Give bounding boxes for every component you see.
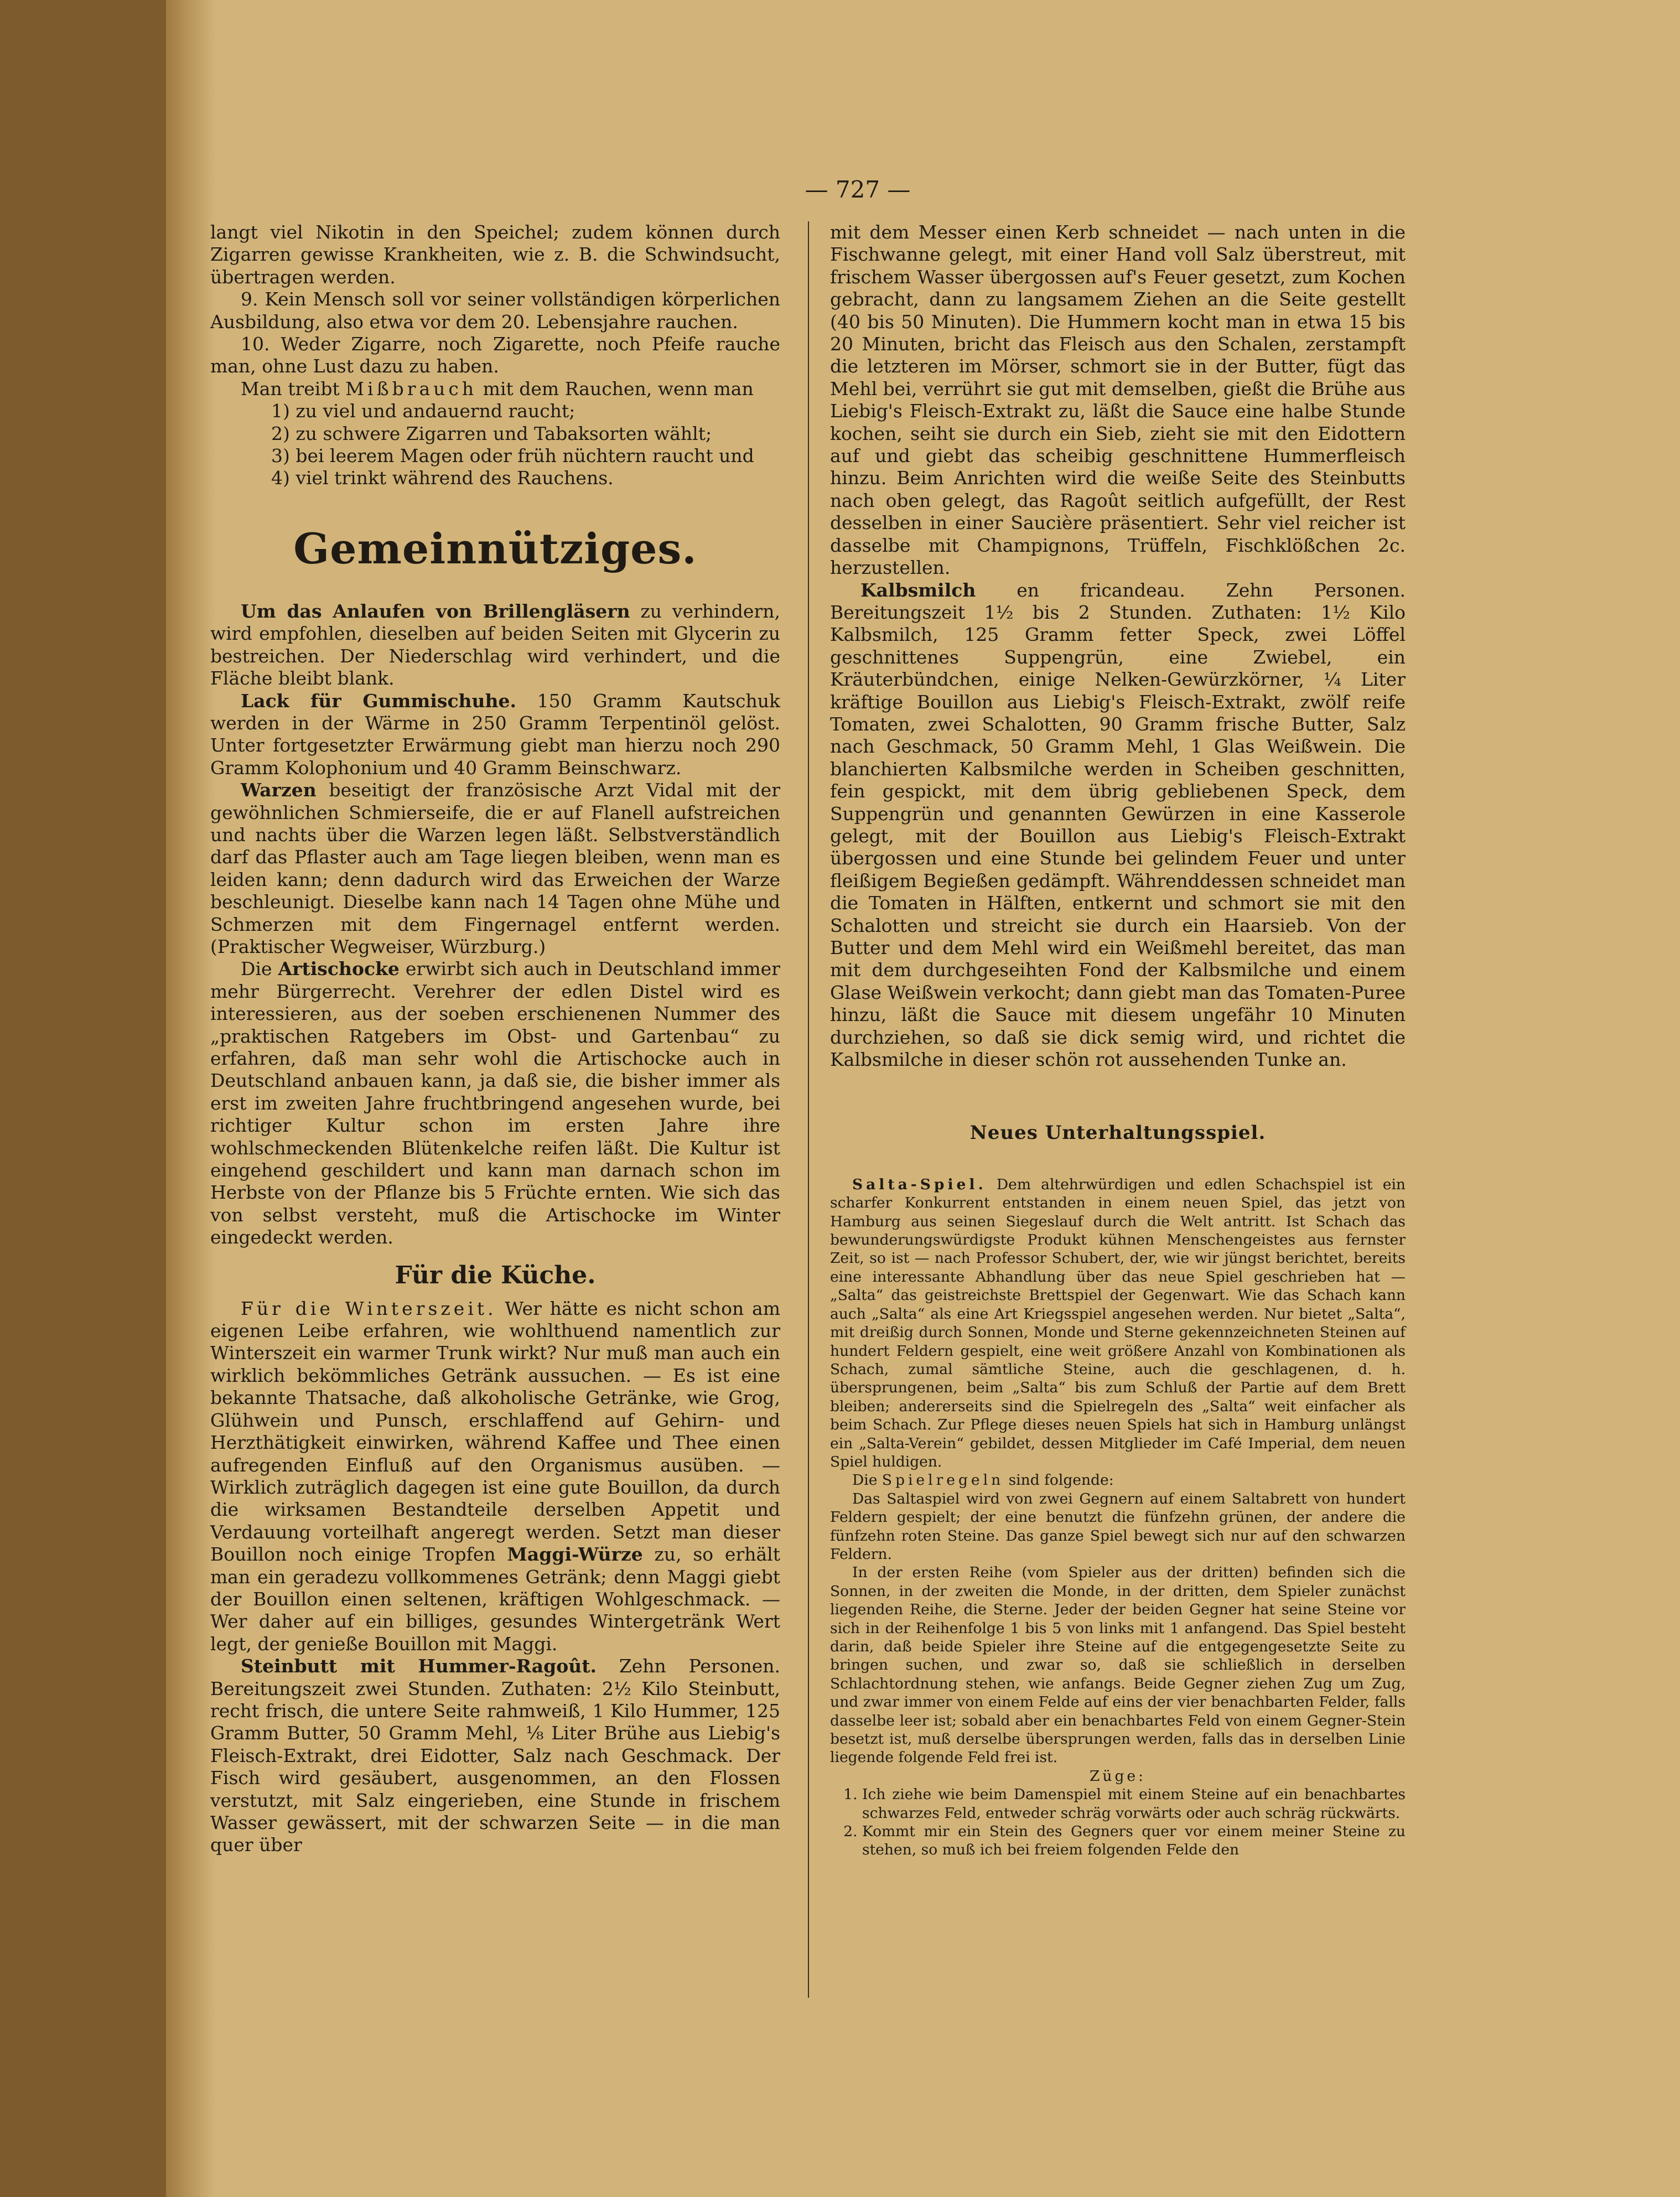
list-item: 2) zu schwere Zigarren und Tabaksorten wählt;	[271, 422, 712, 444]
maggi-heading: Maggi-Würze	[507, 1543, 643, 1566]
lack-text: 150 Gramm Kautschuk werden in der Wärme in 250 Gramm Terpentinöl gelöst. Unter fortgesetzter Erwärmung giebt man hierzu noch 290 Gramm Kolophonium und 40 Gramm Beinschwarz.	[210, 690, 780, 779]
steinbutt-text: Zehn Personen. Bereitungszeit zwei Stunden. Zuthaten: 2½ Kilo Steinbutt, recht frisch, die untere Seite rahmweiß, 1 Kilo Hummer, 125 Gramm Butter, 50 Gramm Mehl, ⅛ Liter Brühe aus Liebig's Fleisch-Extrakt, drei Eidotter, Salz nach Geschmack. Der Fisch wird gesäubert, ausgenommen, an den Flossen verstutzt, mit Salz eingerieben, eine Stunde in frischem Wasser gewässert, mit der schwarzen Seite — in die man quer über	[210, 1655, 780, 1856]
kalbsmilch-text: en fricandeau. Zehn Personen. Bereitungszeit 1½ bis 2 Stunden. Zuthaten: 1½ Kilo Kalbsmilch, 125 Gramm fetter Speck, zwei Löffel geschnittenes Suppengrün, eine Zwiebel, ein Kräuterbündchen, einige Nelken-Gewürzkörner, ¼ Liter kräftige Bouillon aus Liebig's Fleisch-Extrakt, zwölf reife Tomaten, zwei Schalotten, 90 Gramm frische Butter, Salz nach Geschmack, 50 Gramm Mehl, 1 Glas Weißwein. Die blanchierten Kalbsmilche werden in Scheiben geschnitten, fein gespickt, mit dem übrig gebliebenen Speck, dem Suppengrün und genannten Gewürzen in eine Kasserole gelegt, mit der Bouillon aus Liebig's Fleisch-Extrakt übergossen und eine Stunde bei gelindem Feuer und unter fleißigem Begießen gedämpft. Währenddessen schneidet man die Tomaten in Hälften, entkernt und schmort sie mit den Schalotten und streicht sie durch ein Haarsieb. Von der Butter und dem Mehl wird ein Weißmehl bereitet, das man mit dem durchgeseihten Fond der Kalbsmilche und einem Glase Weißwein verkocht; dann giebt man das Tomaten-Puree hinzu, läßt die Sauce mit diesem ungefähr 10 Minuten durchziehen, so daß sie dick semig wird, und richtet die Kalbsmilche in dieser schön rot aussehenden Tunke an.	[830, 579, 1406, 1071]
moves-list	[830, 1785, 1406, 1859]
page-edge-shadow	[166, 0, 216, 2197]
winter-heading: Für die Winterszeit.	[241, 1297, 497, 1319]
salta-text: Dem altehrwürdigen und edlen Schachspiel ist ein scharfer Konkurrent entstanden in einem neuen Spiel, das jetzt von Hamburg aus seinen Siegeslauf durch die Welt antritt. Ist Schach das bewunderungswürdigste Produkt kühnen Menschengeistes aus fernster Zeit, so ist — nach Professor Schubert, der, wie wir jüngst berichtet, bereits eine interessante Abhandlung über das neue Spiel geschrieben hat — „Salta“ das geistreichste Brettspiel der Gegenwart. Wie das Schach kann auch „Salta“ als eine Art Kriegsspiel angesehen werden. Nur bietet „Salta“, mit dreißig durch Sonnen, Monde und Sterne gekennzeichneten Steinen auf hundert Feldern gespielt, eine weit größere Anzahl von Kombinationen als Schach, zumal sämtliche Steine, auch die geschlagenen, d. h. übersprungenen, beim „Salta“ bis zum Schluß der Partie auf dem Brett bleiben; andererseits sind die Spielregeln des „Salta“ weit einfacher als beim Schach. Zur Pflege dieses neuen Spiels hat sich in Hamburg unlängst ein „Salta-Verein“ gebildet, dessen Mitglieder im Café Imperial, dem neuen Spiel huldigen.	[830, 1175, 1406, 1470]
section-title: Gemeinnütziges.	[293, 524, 697, 573]
list-item: 1) zu viel und andauernd raucht;	[271, 400, 575, 422]
kitchen-title: Für die Küche.	[395, 1261, 596, 1289]
moves-title: Züge:	[1089, 1767, 1147, 1785]
right-column	[830, 221, 1406, 1859]
salta-intro	[830, 1175, 1406, 1471]
smoking-rule-10: 10. Weder Zigarre, noch Zigarette, noch Pfeife rauche man, ohne Lust dazu zu haben.	[210, 333, 780, 377]
rules-intro-word: Spielregeln	[882, 1471, 1004, 1489]
artischocke-heading: Artischocke	[278, 958, 400, 980]
list-item: 1. Ich ziehe wie beim Damenspiel mit einem Steine auf ein benachbartes schwarzes Feld, entweder schräg vorwärts oder auch schräg rückwärts.	[862, 1785, 1406, 1822]
steinbutt-continuation: mit dem Messer einen Kerb schneidet — nach unten in die Fischwanne gelegt, mit einer Hand voll Salz überstreut, mit frischem Wasser übergossen auf's Feuer gesetzt, zum Kochen gebracht, dann zu langsamem Ziehen an die Seite gestellt (40 bis 50 Minuten). Die Hummern kocht man in etwa 15 bis 20 Minuten, bricht das Fleisch aus den Schalen, zerstampft die letzteren im Mörser, schmort sie in der Butter, fügt das Mehl bei, verrührt sie gut mit demselben, gießt die Brühe aus Liebig's Fleisch-Extrakt zu, läßt die Sauce eine halbe Stunde kochen, seiht sie durch ein Sieb, zieht sie mit den Eidottern auf und giebt das scheibig geschnittene Hummerfleisch hinzu. Beim Anrichten wird die weiße Seite des Steinbutts nach oben gelegt, das Ragoût seitlich aufgefüllt, der Rest desselben in einer Saucière präsentiert. Sehr viel reicher ist dasselbe mit Champignons, Trüffeln, Fischklößchen 2c. herzustellen.	[830, 221, 1406, 579]
lack-heading: Lack für Gummischuhe.	[241, 690, 517, 712]
rules-intro-post: sind folgende:	[1008, 1471, 1114, 1489]
steinbutt-heading: Steinbutt mit Hummer-Ragoût.	[241, 1655, 597, 1677]
kalbsmilch-heading: Kalbsmilch	[860, 579, 976, 601]
misuse-list	[271, 400, 780, 490]
smoking-intro: langt viel Nikotin in den Speichel; zudem können durch Zigarren gewisse Krankheiten, wie z. B. die Schwindsucht, übertragen werden.	[210, 221, 780, 288]
rules-paragraph-1: Das Saltaspiel wird von zwei Gegnern auf einem Saltabrett von hundert Feldern gespielt; der eine benutzt die fünfzehn grünen, der andere die fünfzehn roten Steine. Das ganze Spiel bewegt sich nur auf den schwarzen Feldern.	[830, 1490, 1406, 1563]
winter-text-2: zu, so erhält man ein geradezu vollkommenes Getränk; denn Maggi giebt der Bouillon einen seltenen, kräftigen Wohlgeschmack. — Wer daher auf ein billiges, gesundes Wintergetränk Wert legt, der genieße Bouillon mit Maggi.	[210, 1543, 780, 1655]
steinbutt-article	[210, 1655, 780, 1857]
left-column	[210, 221, 780, 1857]
artischocke-article	[210, 958, 780, 1248]
salta-heading: Salta-Spiel.	[852, 1175, 987, 1193]
artischocke-text: erwirbt sich auch in Deutschland immer mehr Bürgerrecht. Verehrer der edlen Distel wird es interessieren, aus der soeben erschienenen Nummer des „praktischen Ratgebers im Obst- und Gartenbau“ zu erfahren, daß man sehr wohl die Artischocke auch in Deutschland anbauen kann, ja daß sie, die bisher immer als erst im zweiten Jahre fruchtbringend angesehen wurde, bei richtiger Kultur schon im ersten Jahre ihre wohlschmeckenden Blütenkelche reifen läßt. Die Kultur ist eingehend geschildert und kann man darnach schon im Herbste von der Pflanze bis 5 Früchte ernten. Wie sich das von selbst versteht, muß die Artischocke im Winter eingedeckt werden.	[210, 958, 780, 1248]
page-number: — 727 —	[805, 176, 911, 203]
rules-intro-pre: Die	[852, 1471, 878, 1489]
game-title: Neues Unterhaltungsspiel.	[969, 1122, 1266, 1144]
misuse-paragraph	[210, 378, 780, 400]
artischocke-pre: Die	[241, 958, 272, 980]
kalbsmilch-article	[830, 579, 1406, 1071]
winter-article	[210, 1298, 780, 1656]
warzen-article	[210, 779, 780, 958]
smoking-rule-9: 9. Kein Mensch soll vor seiner vollständigen körperlichen Ausbildung, also etwa vor dem 20. Lebensjahre rauchen.	[210, 288, 780, 333]
warzen-text: beseitigt der französische Arzt Vidal mit der gewöhnlichen Schmierseife, die er auf Flanell aufstreichen und nachts über die Warzen legen läßt. Selbstverständlich darf das Pflaster auch am Tage liegen bleiben, wenn man es leiden kann; denn dadurch wird das Erweichen der Warze beschleunigt. Dieselbe kann nach 14 Tagen ohne Mühe und Schmerzen mit dem Fingernagel entfernt werden. (Praktischer Wegweiser, Würzburg.)	[210, 779, 780, 957]
list-item: 2. Kommt mir ein Stein des Gegners quer vor einem meiner Steine zu stehen, so muß ich bei freiem folgenden Felde den	[862, 1822, 1406, 1859]
brillen-text: zu verhindern, wird empfohlen, dieselben auf beiden Seiten mit Glycerin zu bestreichen. Der Niederschlag wird verhindert, und die Fläche bleibt blank.	[210, 600, 780, 690]
salta-article	[830, 1175, 1406, 1859]
rules-intro	[830, 1471, 1406, 1489]
brillen-heading: Um das Anlaufen von Brillengläsern	[241, 600, 630, 622]
list-item: 4) viel trinkt während des Rauchens.	[271, 467, 614, 489]
warzen-heading: Warzen	[241, 779, 317, 801]
misuse-start: Man treibt	[241, 377, 340, 400]
brillen-article	[210, 600, 780, 690]
misuse-end: mit dem Rauchen, wenn man	[483, 377, 754, 400]
lack-article	[210, 690, 780, 780]
misuse-word: Mißbrauch	[345, 377, 478, 400]
list-item: 3) bei leerem Magen oder früh nüchtern raucht und	[271, 445, 754, 467]
rules-paragraph-2: In der ersten Reihe (vom Spieler aus der dritten) befinden sich die Sonnen, in der zweiten die Monde, in der dritten, dem Spieler zunächst liegenden Reihe, die Sterne. Jeder der beiden Gegner hat seine Steine vor sich in der Reihenfolge 1 bis 5 von links mit 1 anfangend. Das Spiel besteht darin, daß beide Spieler ihre Steine auf die entgegengesetzte Seite zu bringen suchen, und zwar so, daß sie schließlich in derselben Schlachtordnung stehen, wie anfangs. Beide Gegner ziehen Zug um Zug, und zwar immer von einem Felde auf eins der vier benachbarten Felder, falls dasselbe leer ist; sobald aber ein benachbartes Feld von einem Gegner-Stein besetzt ist, muß derselbe übersprungen werden, falls das in derselben Linie liegende folgende Feld frei ist.	[830, 1564, 1406, 1766]
winter-text-1: Wer hätte es nicht schon am eigenen Leibe erfahren, wie wohlthuend namentlich zur Winterszeit ein warmer Trunk wirkt? Nur muß man auch ein wirklich bekömmliches Getränk aussuchen. — Es ist eine bekannte Thatsache, daß alkoholische Getränke, wie Grog, Glühwein und Punsch, erschlaffend auf Gehirn- und Herzthätigkeit einwirken, während Kaffee und Thee einen aufregenden Einfluß auf den Organismus ausüben. — Wirklich zuträglich dagegen ist eine gute Bouillon, da durch die wirksamen Bestandteile derselben Appetit und Verdauung vorteilhaft angeregt werden. Setzt man dieser Bouillon noch einige Tropfen	[210, 1297, 780, 1566]
column-divider	[808, 221, 809, 1998]
